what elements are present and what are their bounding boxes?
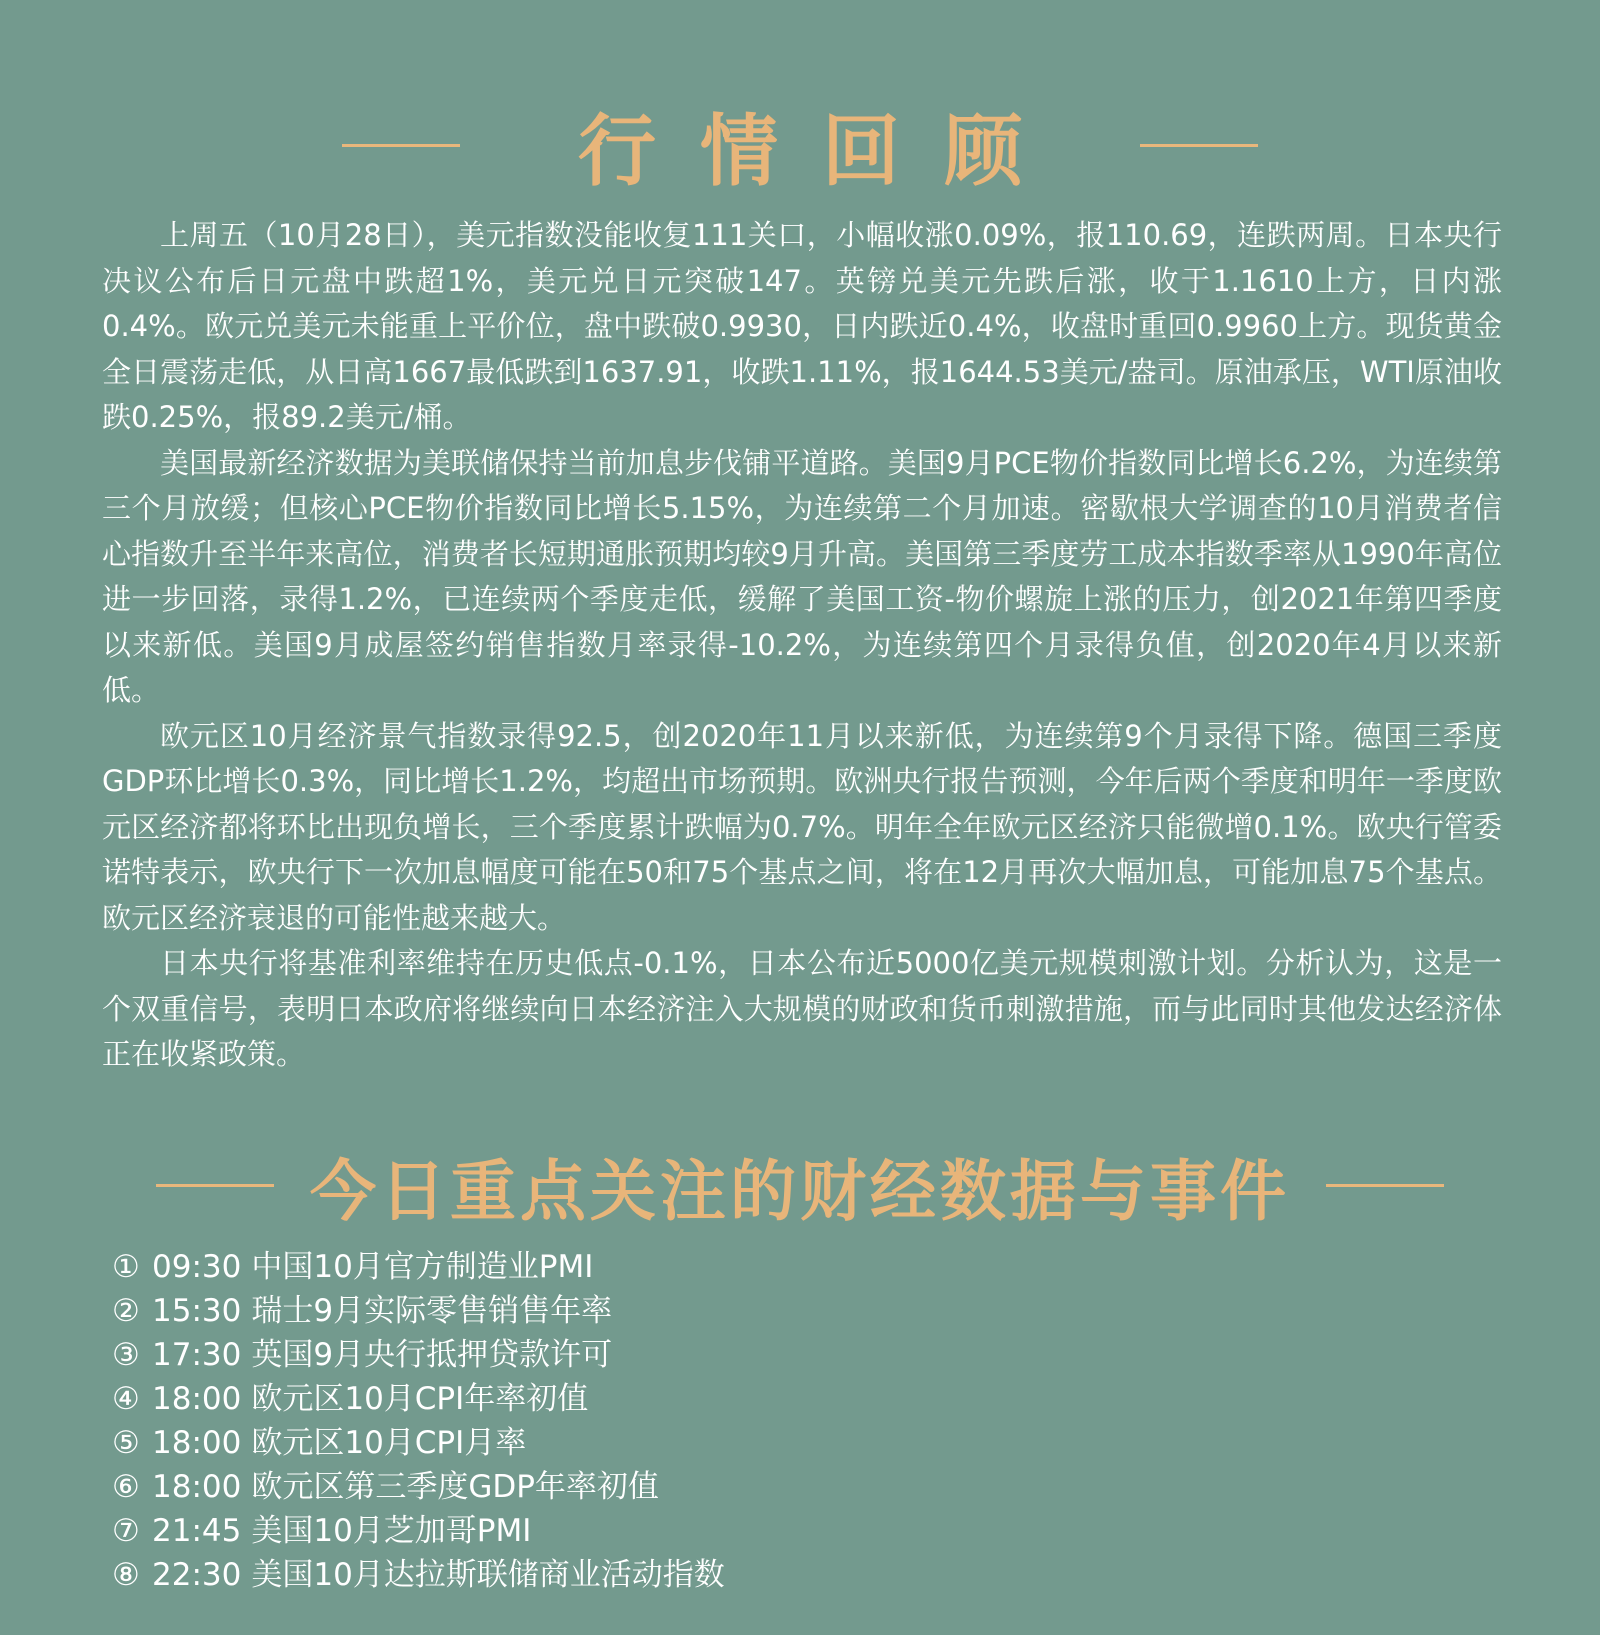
event-item [112,1245,725,1289]
event-item [112,1333,725,1377]
review-title: 行情回顾 [577,107,1066,197]
review-paragraph-usd: 上周五（10月28日），美元指数没能收复111关口，小幅收涨0.09%，报110.69，连跌两周。日本央行决议公布后日元盘中跌超1%，美元兑日元突破147。英镑兑美元先跌后涨，收于1.1610上方，日内涨0.4%。欧元兑美元未能重上平价位，盘中跌破0.9930，日内跌近0.4%，收盘时重回0.9960上方。现货黄金全日震荡走低，从日高1667最低跌到1637.91，收跌1.11%，报1644.53美元/盎司。原油承压，WTI原油收跌0.25%，报89.2美元/桶。 [102,218,1502,434]
review-paragraph-us-economy: 美国最新经济数据为美联储保持当前加息步伐铺平道路。美国9月PCE物价指数同比增长6.2%，为连续第三个月放缓；但核心PCE物价指数同比增长5.15%，为连续第二个月加速。密歇根大学调查的10月消费者信心指数升至半年来高位，消费者长短期通胀预期均较9月升高。美国第三季度劳工成本指数季率从1990年高位进一步回落，录得1.2%，已连续两个季度走低，缓解了美国工资-物价螺旋上涨的压力，创2021年第四季度以来新低。美国9月成屋签约销售指数月率录得-10.2%，为连续第四个月录得负值，创2020年4月以来新低。 [102,445,1502,707]
event-time: 17:30 [152,1337,242,1373]
heading-divider-left [156,1184,274,1187]
event-time: 09:30 [152,1249,242,1285]
event-number: ① [112,1249,140,1285]
event-item [112,1377,725,1421]
event-item [112,1465,725,1509]
review-body [102,213,1502,1078]
event-number: ④ [112,1381,140,1417]
event-list [112,1245,725,1597]
event-label: 中国10月官方制造业PMI [251,1249,594,1285]
review-heading [0,100,1600,197]
event-number: ⑧ [112,1557,140,1593]
event-item [112,1509,725,1553]
event-time: 18:00 [152,1425,242,1461]
events-title: 今日重点关注的财经数据与事件 [310,1152,1290,1230]
heading-divider-right [1140,144,1258,147]
event-label: 瑞士9月实际零售销售年率 [251,1293,613,1329]
event-number: ③ [112,1337,140,1373]
event-label: 美国10月芝加哥PMI [251,1513,532,1549]
review-paragraph-eurozone: 欧元区10月经济景气指数录得92.5，创2020年11月以来新低，为连续第9个月录得下降。德国三季度GDP环比增长0.3%，同比增长1.2%，均超出市场预期。欧洲央行报告预测，今年后两个季度和明年一季度欧元区经济都将环比出现负增长，三个季度累计跌幅为0.7%。明年全年欧元区经济只能微增0.1%。欧央行管委诺特表示，欧央行下一次加息幅度可能在50和75个基点之间，将在12月再次大幅加息，可能加息75个基点。欧元区经济衰退的可能性越来越大。 [102,718,1502,935]
event-label: 英国9月央行抵押贷款许可 [251,1337,613,1373]
event-item [112,1421,725,1465]
review-paragraph-japan: 日本央行将基准利率维持在历史低点-0.1%，日本公布近5000亿美元规模刺激计划。分析认为，这是一个双重信号，表明日本政府将继续向日本经济注入大规模的财政和货币刺激措施，而与此同时其他发达经济体正在收紧政策。 [102,946,1502,1071]
heading-divider-left [342,144,460,147]
event-number: ② [112,1293,140,1329]
event-item [112,1289,725,1333]
heading-divider-right [1326,1184,1444,1187]
event-label: 美国10月达拉斯联储商业活动指数 [251,1557,725,1593]
event-time: 18:00 [152,1469,242,1505]
event-item [112,1553,725,1597]
event-number: ⑥ [112,1469,140,1505]
event-number: ⑦ [112,1513,140,1549]
event-time: 18:00 [152,1381,242,1417]
event-time: 15:30 [152,1293,242,1329]
event-time: 21:45 [152,1513,242,1549]
events-heading [0,1137,1600,1233]
event-number: ⑤ [112,1425,140,1461]
event-label: 欧元区10月CPI年率初值 [251,1381,589,1417]
event-label: 欧元区10月CPI月率 [251,1425,527,1461]
event-time: 22:30 [152,1557,242,1593]
event-label: 欧元区第三季度GDP年率初值 [251,1469,659,1505]
